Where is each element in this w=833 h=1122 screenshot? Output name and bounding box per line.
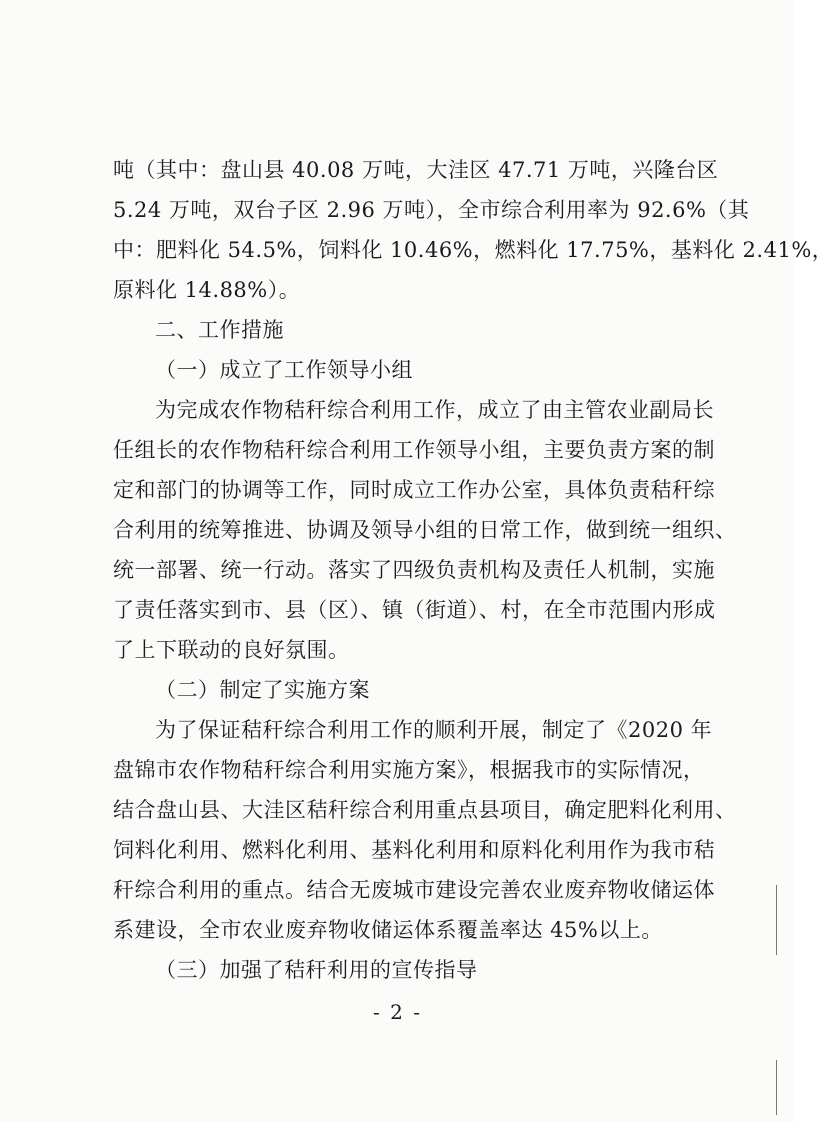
body-line: 系建设，全市农业废弃物收储运体系覆盖率达 45%以上。 (113, 918, 663, 942)
body-line: 了责任落实到市、县（区）、镇（街道）、村，在全市范围内形成 (113, 598, 716, 622)
subsection-heading: （一）成立了工作领导小组 (155, 358, 413, 382)
body-line: 为了保证秸秆综合利用工作的顺利开展，制定了《2020 年 (155, 718, 713, 742)
body-line: 了上下联动的良好氛围。 (113, 638, 350, 662)
body-line: 原料化 14.88%）。 (113, 278, 301, 302)
body-line: 5.24 万吨，双台子区 2.96 万吨），全市综合利用率为 92.6%（其 (113, 198, 750, 222)
body-line: 任组长的农作物秸秆综合利用工作领导小组，主要负责方案的制 (113, 438, 715, 462)
section-heading: 二、工作措施 (155, 318, 284, 342)
subsection-heading: （三）加强了秸秆利用的宣传指导 (155, 958, 478, 982)
body-line: 盘锦市农作物秸秆综合利用实施方案》，根据我市的实际情况， (113, 758, 705, 782)
body-line: 合利用的统筹推进、协调及领导小组的日常工作，做到统一组织、 (113, 518, 737, 542)
body-line: 饲料化利用、燃料化利用、基料化利用和原料化利用作为我市秸 (113, 838, 715, 862)
body-line: 结合盘山县、大洼区秸秆综合利用重点县项目，确定肥料化利用、 (113, 798, 737, 822)
scan-edge-mark (776, 1060, 777, 1115)
body-line: 定和部门的协调等工作，同时成立工作办公室，具体负责秸秆综 (113, 478, 715, 502)
document-body (113, 150, 833, 990)
body-line: 为完成农作物秸秆综合利用工作，成立了由主管农业副局长 (155, 398, 714, 422)
body-line: 统一部署、统一行动。落实了四级负责机构及责任人机制，实施 (113, 558, 715, 582)
body-line: 中：肥料化 54.5%，饲料化 10.46%，燃料化 17.75%，基料化 2.41%， (113, 238, 833, 262)
body-line: 秆综合利用的重点。结合无废城市建设完善农业废弃物收储运体 (113, 878, 715, 902)
page-number: - 2 - (373, 1000, 422, 1024)
scan-edge-mark (776, 885, 777, 955)
subsection-heading: （二）制定了实施方案 (155, 678, 370, 702)
body-line: 吨（其中：盘山县 40.08 万吨，大洼区 47.71 万吨，兴隆台区 (113, 158, 719, 182)
